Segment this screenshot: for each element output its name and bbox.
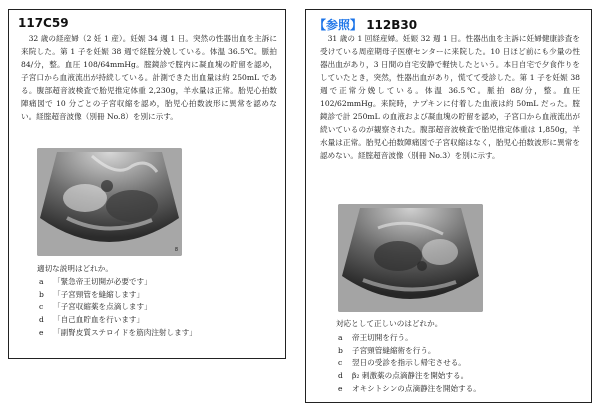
question-stem: 適切な説明はどれか。 bbox=[37, 264, 113, 273]
option-text: 子宮頸管縫縮術を行う。 bbox=[352, 345, 436, 355]
option-letter: d bbox=[39, 315, 44, 325]
option-letter: e bbox=[338, 383, 343, 393]
option-letter: b bbox=[39, 289, 44, 299]
answer-option-e[interactable] bbox=[338, 383, 481, 396]
option-text: 翌日の受診を指示し帰宅させる。 bbox=[352, 358, 466, 368]
question-header bbox=[314, 16, 417, 33]
option-letter: e bbox=[39, 327, 44, 337]
option-text: 「副腎皮質ステロイドを筋肉注射します」 bbox=[53, 327, 197, 337]
reference-tag: 【参照】 bbox=[314, 18, 363, 32]
answer-option-e[interactable] bbox=[39, 327, 197, 340]
option-letter: a bbox=[338, 333, 343, 342]
option-letter: c bbox=[39, 302, 44, 312]
question-id: 112B30 bbox=[366, 18, 418, 32]
answer-option-d[interactable] bbox=[39, 314, 197, 327]
option-text: 「緊急帝王切開が必要です」 bbox=[53, 277, 152, 286]
answer-options bbox=[39, 276, 197, 340]
answer-option-c[interactable] bbox=[39, 301, 197, 314]
option-letter: b bbox=[338, 345, 343, 355]
answer-options bbox=[338, 332, 481, 396]
option-letter: d bbox=[338, 371, 343, 381]
option-text: 「子宮収縮薬を点滴します」 bbox=[53, 302, 152, 312]
option-text: 「子宮頸管を縫縮します」 bbox=[53, 289, 145, 299]
ultrasound-graphic bbox=[37, 148, 182, 256]
answer-option-b[interactable] bbox=[39, 289, 197, 302]
question-id: 117C59 bbox=[18, 16, 69, 30]
transvaginal-ultrasound-image bbox=[338, 204, 483, 312]
question-card-117c59 bbox=[8, 9, 286, 359]
option-letter: c bbox=[338, 358, 343, 368]
answer-option-a[interactable] bbox=[338, 332, 481, 345]
answer-option-b[interactable] bbox=[338, 345, 481, 358]
case-description: 32 歳の経産婦（2 妊 1 産）。妊娠 34 週 1 日。突然の性器出血を主訴に来院した。第 1 子を妊娠 38 週で経腟分娩している。体温 36.5℃。脈拍 84/分，整。血圧 108/64mmHg。腟鏡診で腟内に凝血塊の貯留を認め，子宮口から血液流出が持続している。計測できた出血量は約 250mL である。腹部超音波検査で胎児推定体重 2,230g，羊水量は正常。胎児心拍数陣痛図で 10 分ごとの子宮収縮を認め，胎児心拍数波形に異常を認めない。経腟超音波像（別冊 No.8）を別に示す。 bbox=[21, 34, 277, 121]
option-text: オキシトシンの点滴静注を開始する。 bbox=[352, 383, 481, 393]
answer-option-a[interactable] bbox=[39, 276, 197, 289]
question-stem: 対応として正しいのはどれか。 bbox=[336, 319, 443, 328]
answer-option-d[interactable] bbox=[338, 370, 481, 383]
case-description: 31 歳の 1 回経産婦。妊娠 32 週 1 日。性器出血を主訴に妊婦健康診査を受けている周産期母子医療センターに来院した。10 日ほど前にも少量の性器出血があり，3 日間の自宅安静で軽快したという。本日自宅で夕食作りをしていたとき，突然，性器出血があり，慌てて受診した。第 1 子を妊娠 38 週で正常分娩している。体温 36.5℃。脈拍 88/分，整。血圧 102/62mmHg。来院時，ナプキンに付着した血液は約 50mL だった。腟鏡診で計 250mL の血液および凝血塊の貯留を認め，子宮口から血液流出が続いているのが観察された。腹部超音波検査で胎児推定体重は 1,850g，羊水量は正常。胎児心拍数陣痛図で子宮収縮はなく，胎児心拍数波形に異常を認めない。経腟超音波像（別冊 No.3）を別に示す。 bbox=[320, 34, 580, 160]
question-card-112b30 bbox=[305, 9, 592, 403]
ultrasound-graphic bbox=[338, 204, 483, 312]
option-letter: a bbox=[39, 277, 44, 286]
transvaginal-ultrasound-image bbox=[37, 148, 182, 256]
figure-label: 8 bbox=[174, 247, 178, 253]
option-text: 「自己血貯血を行います」 bbox=[53, 315, 145, 325]
option-text: 帝王切開を行う。 bbox=[352, 333, 413, 342]
answer-option-c[interactable] bbox=[338, 357, 481, 370]
option-text: β₂ 刺激薬の点滴静注を開始する。 bbox=[352, 371, 469, 381]
